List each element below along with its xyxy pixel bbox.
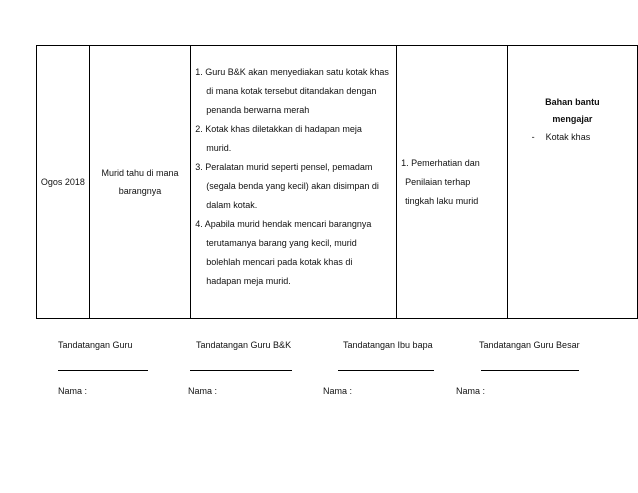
activity-line: murid. xyxy=(206,143,232,153)
teaching-aid-label: Kotak khas xyxy=(545,132,591,142)
teaching-aids-heading: Bahan bantu xyxy=(545,97,600,107)
objective-line: Murid tahu di mana xyxy=(101,168,179,178)
activity-line: hadapan meja murid. xyxy=(206,276,291,286)
teaching-aids-cell xyxy=(507,46,637,319)
evaluation-line: 1. Pemerhatian dan xyxy=(401,157,480,168)
signature-line xyxy=(190,370,292,371)
activity-line: di mana kotak tersebut ditandakan dengan xyxy=(206,86,377,96)
signature-label-teacher: Tandatangan Guru xyxy=(58,340,133,350)
activity-line: 2. Kotak khas diletakkan di hadapan meja xyxy=(195,124,362,134)
evaluation-cell xyxy=(397,46,508,319)
activity-line: 3. Peralatan murid seperti pensel, pemadam xyxy=(195,162,373,172)
evaluation-line: Penilaian terhap xyxy=(405,176,471,187)
date-cell: Ogos 2018 xyxy=(37,46,90,319)
name-label: Nama : xyxy=(323,386,353,396)
signature-line xyxy=(338,370,434,371)
lesson-plan-table xyxy=(36,45,638,319)
name-label: Nama : xyxy=(188,386,218,396)
signature-label-counselor: Tandatangan Guru B&K xyxy=(196,340,292,350)
activity-line: dalam kotak. xyxy=(206,200,258,210)
name-label: Nama : xyxy=(456,386,486,396)
signature-line xyxy=(481,370,579,371)
activities-cell xyxy=(191,46,397,319)
signature-label-parent: Tandatangan Ibu bapa xyxy=(343,340,433,350)
activity-line: bolehlah mencari pada kotak khas di xyxy=(206,257,353,267)
activity-line: 4. Apabila murid hendak mencari barangnya xyxy=(195,219,372,229)
activity-line: penanda berwarna merah xyxy=(206,105,310,115)
table-row xyxy=(37,46,638,319)
activity-line: (segala benda yang kecil) akan disimpan di xyxy=(206,181,379,191)
activity-line: 1. Guru B&K akan menyediakan satu kotak khas xyxy=(195,67,389,77)
objective-line: barangnya xyxy=(118,186,162,196)
name-label: Nama : xyxy=(58,386,88,396)
evaluation-line: tingkah laku murid xyxy=(405,195,479,206)
signature-label-headmaster: Tandatangan Guru Besar xyxy=(479,340,580,350)
list-dash: - xyxy=(531,132,535,142)
teaching-aid-item xyxy=(508,132,637,142)
teaching-aids-heading: mengajar xyxy=(552,114,593,124)
objective-cell xyxy=(89,46,191,319)
activity-line: terutamanya barang yang kecil, murid xyxy=(206,238,357,248)
signature-line xyxy=(58,370,148,371)
